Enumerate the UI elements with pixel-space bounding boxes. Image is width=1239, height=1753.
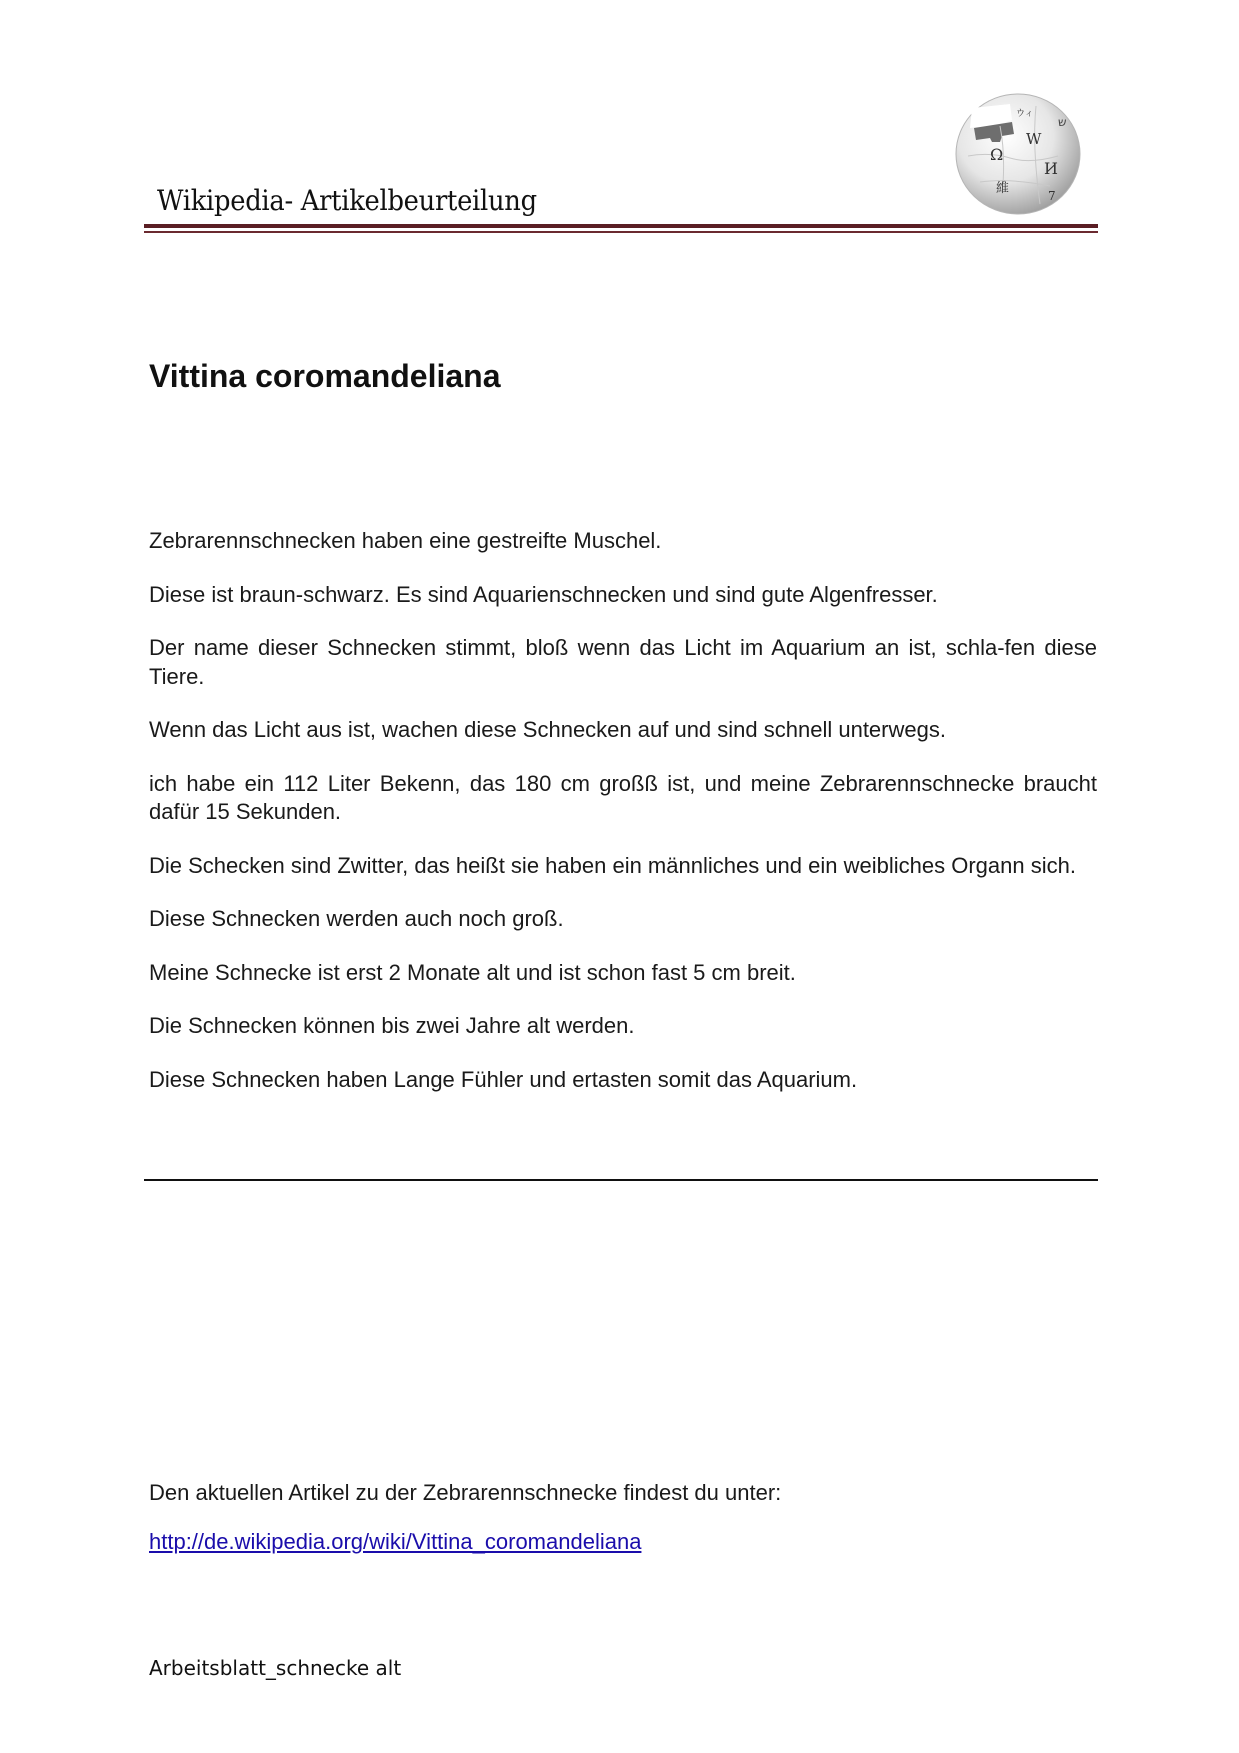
article-paragraph: Diese Schnecken werden auch noch groß.	[149, 906, 564, 931]
globe-glyph-wi: ウィ	[1016, 109, 1034, 119]
section-divider	[144, 1179, 1098, 1181]
article-paragraph: ich habe ein 112 Liter Bekenn, das 180 cm großß ist, und meine Zebrarennschnecke braucht dafür 15 Sekunden.	[149, 770, 1097, 824]
header-rule-thick	[144, 224, 1098, 228]
article-paragraph: Meine Schnecke ist erst 2 Monate alt und ist schon fast 5 cm breit.	[149, 959, 796, 985]
globe-glyph-w: W	[1026, 130, 1042, 148]
wikipedia-globe-icon	[940, 86, 1090, 216]
globe-glyph-seven: 7	[1048, 189, 1056, 203]
header-title: Wikipedia- Artikelbeurteilung	[157, 184, 537, 217]
article-paragraph: Zebrarennschnecken haben eine gestreifte Muschel.	[149, 528, 662, 553]
article-body	[149, 527, 1097, 1119]
header-rule-thin	[144, 231, 1098, 233]
article-paragraph: Wenn das Licht aus ist, wachen diese Schnecken auf und sind schnell unterwegs.	[149, 717, 946, 742]
globe-glyph-i: И	[1044, 159, 1058, 178]
reference-text: Den aktuellen Artikel zu der Zebrarennschnecke findest du unter:	[149, 1480, 782, 1505]
globe-glyph-shin: ש	[1058, 115, 1067, 129]
article-paragraph: Die Schnecken können bis zwei Jahre alt werden.	[149, 1013, 635, 1038]
article-paragraph: Diese Schnecken haben Lange Fühler und ertasten somit das Aquarium.	[149, 1066, 858, 1092]
globe-glyph-wei: 維	[996, 181, 1010, 196]
article-paragraph: Die Schecken sind Zwitter, das heißt sie haben ein männliches und ein weibliches Organn sich.	[149, 852, 1076, 878]
footer-filename: Arbeitsblatt_schnecke alt	[149, 1656, 402, 1680]
globe-glyph-omega: Ω	[990, 145, 1004, 164]
article-paragraph: Diese ist braun-schwarz. Es sind Aquarienschnecken und sind gute Algenfresser.	[149, 581, 938, 607]
article-title: Vittina coromandeliana	[149, 358, 501, 394]
wikipedia-article-link[interactable]: http://de.wikipedia.org/wiki/Vittina_coromandeliana	[149, 1529, 642, 1554]
article-paragraph: Der name dieser Schnecken stimmt, bloß wenn das Licht im Aquarium an ist, schla-fen diese Tiere.	[149, 635, 1097, 689]
